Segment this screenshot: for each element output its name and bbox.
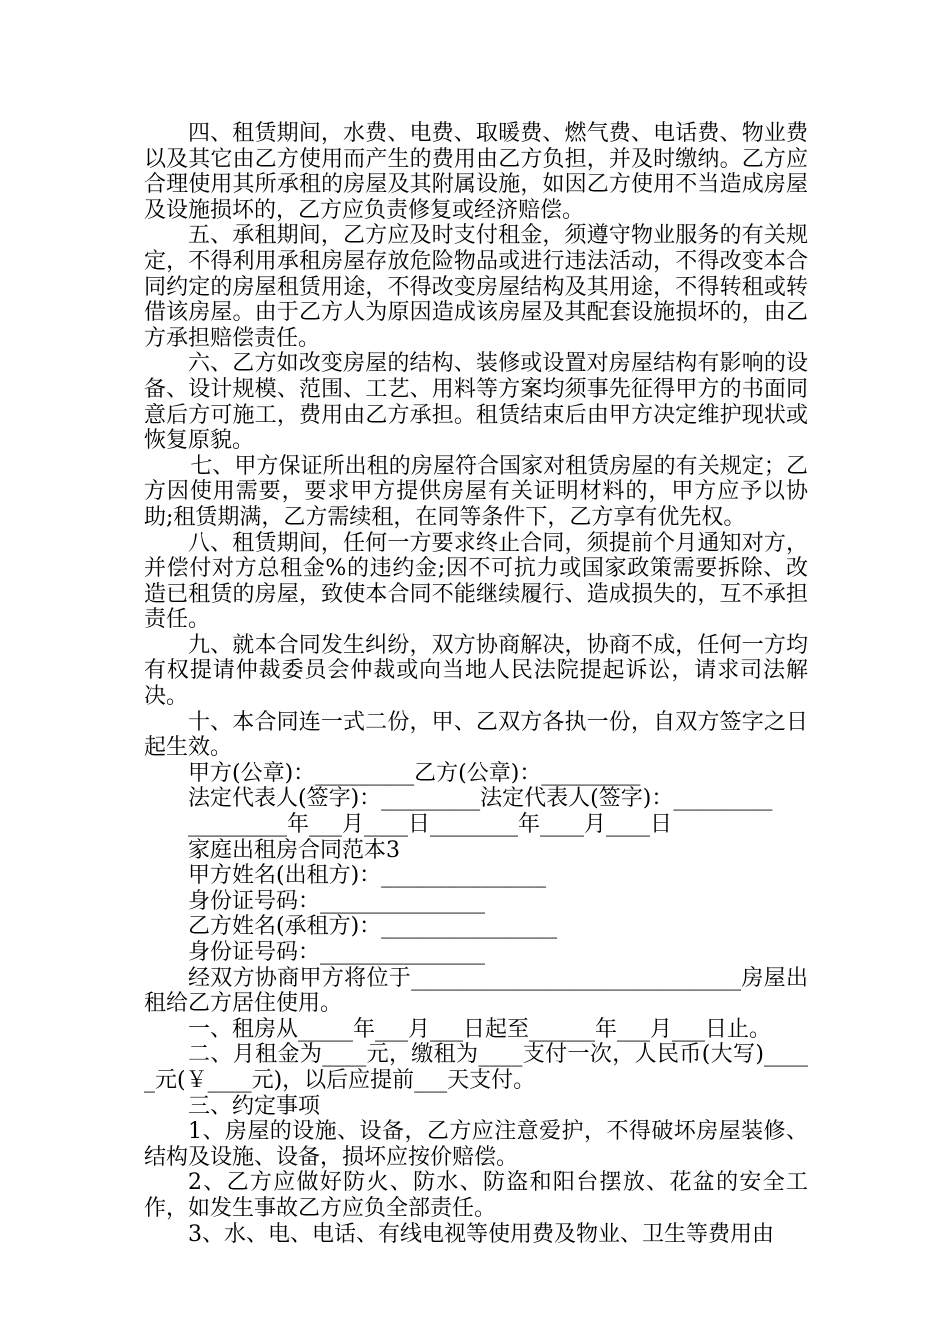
term-paragraph: 一、租房从_____年___月___日起至______年___月___日止。 <box>188 1016 772 1042</box>
lessor-id-field: 身份证号码：_______________ <box>188 888 486 914</box>
matter-3: 3、水、电、电话、有线电视等使用费及物业、卫生等费用由 <box>188 1221 774 1247</box>
lessor-name-field: 甲方姓名(出租方)：_______________ <box>188 863 547 889</box>
matter-2: 2、乙方应做好防火、防水、防盗和阳台摆放、花盆的安全工作，如发生事故乙方应负全部责任。 <box>144 1170 808 1221</box>
clause-8: 八、租赁期间，任何一方要求终止合同，须提前个月通知对方，并偿付对方总租金%的违约金;因不可抗力或国家政策需要拆除、改造已租赁的房屋，致使本合同不能继续履行、造成损失的，互不承担责任。 <box>144 530 808 633</box>
clause-5: 五、承租期间，乙方应及时支付租金，须遵守物业服务的有关规定，不得利用承租房屋存放危险物品或进行违法活动，不得改变本合同约定的房屋租赁用途，不得改变房屋结构及其用途，不得转租或转借该房屋。由于乙方人为原因造成该房屋及其配套设施损坏的，由乙方承担赔偿责任。 <box>144 223 808 351</box>
lessee-name-field: 乙方姓名(承租方)：________________ <box>188 914 558 940</box>
date-line: _________年___月____日________年____月____日 <box>188 812 673 838</box>
clause-4: 四、租赁期间，水费、电费、取暖费、燃气费、电话费、物业费以及其它由乙方使用而产生的费用由乙方负担，并及时缴纳。乙方应合理使用其所承租的房屋及其附属设施，如因乙方使用不当造成房屋及设施损坏的，乙方应负责修复或经济赔偿。 <box>144 121 808 223</box>
agreed-matters-heading: 三、约定事项 <box>188 1093 321 1119</box>
clause-10: 十、本合同连一式二份，甲、乙双方各执一份，自双方签字之日起生效。 <box>144 709 808 761</box>
lessee-id-field: 身份证号码：_______________ <box>188 940 486 965</box>
clause-6: 六、乙方如改变房屋的结构、装修或设置对房屋结构有影响的设备、设计规模、范围、工艺、用料等方案均须事先征得甲方的书面同意后方可施工，费用由乙方承担。租赁结束后由甲方决定维护现状或恢复原貌。 <box>144 351 808 454</box>
matter-1: 1、房屋的设施、设备，乙方应注意爱护，不得破坏房屋装修、结构及设施、设备，损坏应按价赔偿。 <box>144 1119 808 1170</box>
contract-title: 家庭出租房合同范本3 <box>188 837 400 863</box>
clause-7: 七、甲方保证所出租的房屋符合国家对租赁房屋的有关规定；乙方因使用需要，要求甲方提供房屋有关证明材料的，甲方应予以协助;租赁期满，乙方需续租，在同等条件下，乙方享有优先权。 <box>144 453 808 530</box>
property-location-paragraph: 经双方协商甲方将位于______________________________房屋出租给乙方居住使用。 <box>144 965 808 1017</box>
document-page <box>144 121 808 1247</box>
rent-paragraph: 二、月租金为____元，缴租为____支付一次，人民币(大写)_____元(￥____元)，以后应提前___天支付。 <box>144 1042 808 1093</box>
seal-line: 甲方(公章)：_________乙方(公章)：_________ <box>188 760 641 786</box>
representative-signature-line: 法定代表人(签字)：_________法定代表人(签字)：_________ <box>188 786 773 812</box>
clause-9: 九、就本合同发生纠纷，双方协商解决，协商不成，任何一方均有权提请仲裁委员会仲裁或向当地人民法院提起诉讼，请求司法解决。 <box>144 632 808 710</box>
